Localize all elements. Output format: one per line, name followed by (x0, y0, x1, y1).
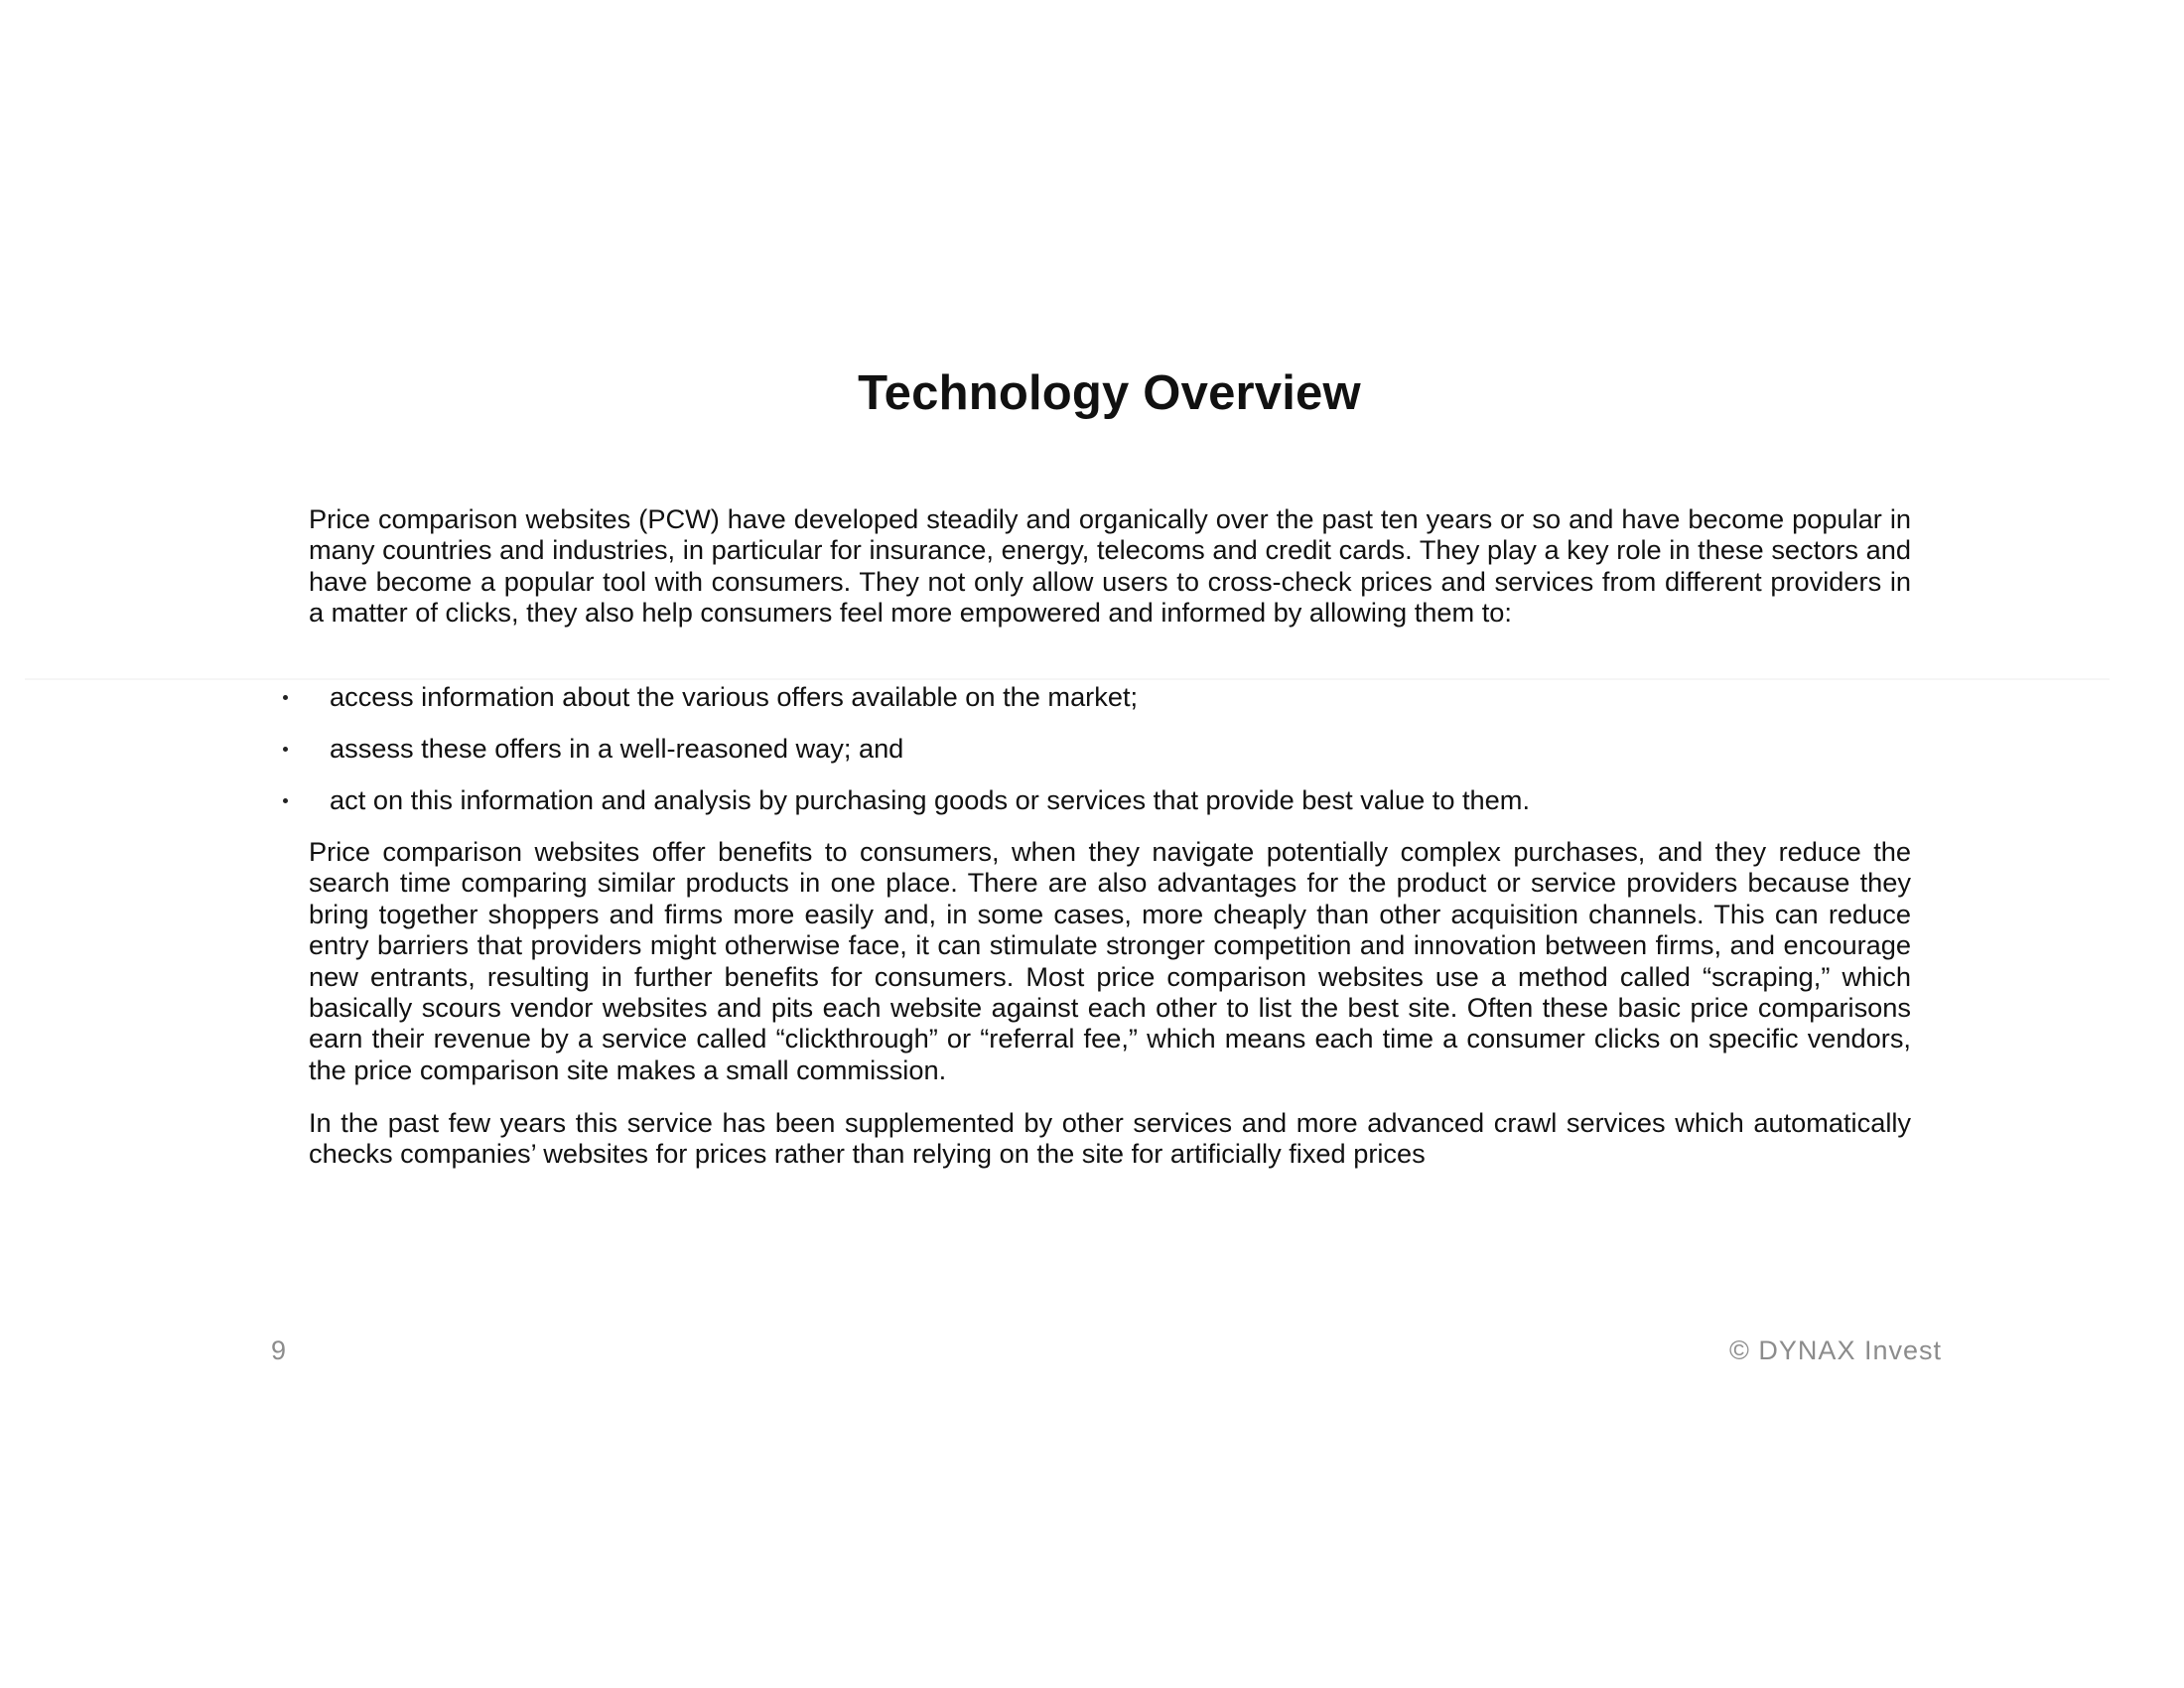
bullet-text: access information about the various offers available on the market; (330, 681, 1139, 712)
divider (25, 678, 2110, 680)
bullet-item (282, 681, 1920, 733)
bullet-text: assess these offers in a well-reasoned way; and (330, 733, 904, 764)
page-number: 9 (271, 1336, 288, 1365)
bullet-text: act on this information and analysis by purchasing goods or services that provide best value to them. (330, 784, 1530, 815)
bullet-item (282, 784, 1920, 836)
intro-paragraph: Price comparison websites (PCW) have developed steadily and organically over the past ten years or so and have become popular in many countries and industries, in particular for insurance, energy, telecoms and credit cards. They play a key role in these sectors and have become a popular tool with consumers. They not only allow users to cross-check prices and services from different providers in a matter of clicks, they also help consumers feel more empowered and informed by allowing them to: (309, 503, 1911, 629)
benefits-paragraph: Price comparison websites offer benefits to consumers, when they navigate potentially complex purchases, and they reduce the search time comparing similar products in one place. There are also advantages for the product or service providers because they bring together shoppers and firms more easily and, in some cases, more cheaply than other acquisition channels. This can reduce entry barriers that providers might otherwise face, it can stimulate stronger competition and innovation between firms, and encourage new entrants, resulting in further benefits for consumers. Most price comparison websites use a method called “scraping,” which basically scours vendor websites and pits each website against each other to list the best site. Often these basic price comparisons earn their revenue by a service called “clickthrough” or “referral fee,” which means each time a consumer clicks on specific vendors, the price comparison site makes a small commission. (309, 836, 1911, 1085)
bullet-item (282, 733, 1920, 784)
bullet-dot-icon (283, 695, 288, 700)
bullet-dot-icon (283, 747, 288, 752)
bullet-list (282, 681, 1920, 836)
bullet-dot-icon (283, 798, 288, 803)
copyright-notice: © DYNAX Invest (1729, 1336, 1942, 1365)
services-paragraph: In the past few years this service has been supplemented by other services and more advanced crawl services which automatically checks companies’ websites for prices rather than relying on the site for artificially fixed prices (309, 1107, 1911, 1170)
page-title: Technology Overview (858, 366, 1361, 420)
